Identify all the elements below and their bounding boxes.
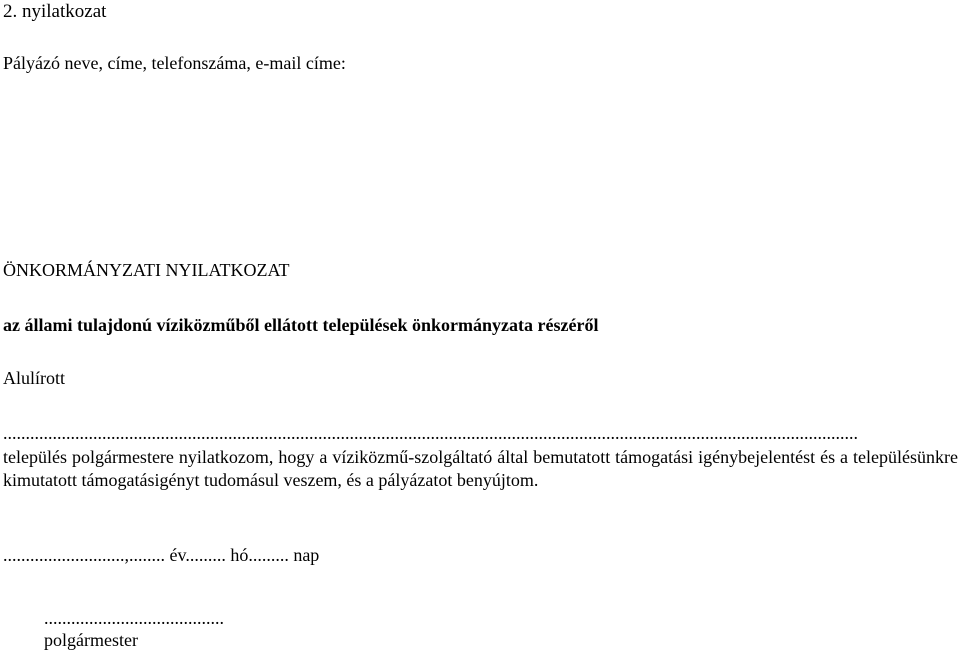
document-subtitle: az állami tulajdonú víziközműből ellátott települések önkormányzata részéről — [3, 315, 599, 335]
date-fill-line: ...........................,........ év......... hó......... nap — [3, 545, 320, 565]
name-fill-line: .............................................................................................................................................................................................. — [3, 423, 858, 443]
document-heading: 2. nyilatkozat — [3, 1, 107, 22]
document-title: ÖNKORMÁNYZATI NYILATKOZAT — [3, 260, 290, 280]
declaration-text: település polgármestere nyilatkozom, hogy a víziközmű-szolgáltató által bemutatott támogatási igénybejelentést és a településünkre kimutatott támogatásigényt tudomásul veszem, és a pályázatot benyújtom. — [3, 447, 958, 490]
signature-fill-line: ........................................ — [44, 608, 224, 628]
applicant-label: Pályázó neve, címe, telefonszáma, e-mail címe: — [3, 53, 346, 73]
undersigned-label: Alulírott — [3, 368, 65, 388]
signature-label: polgármester — [44, 630, 138, 650]
